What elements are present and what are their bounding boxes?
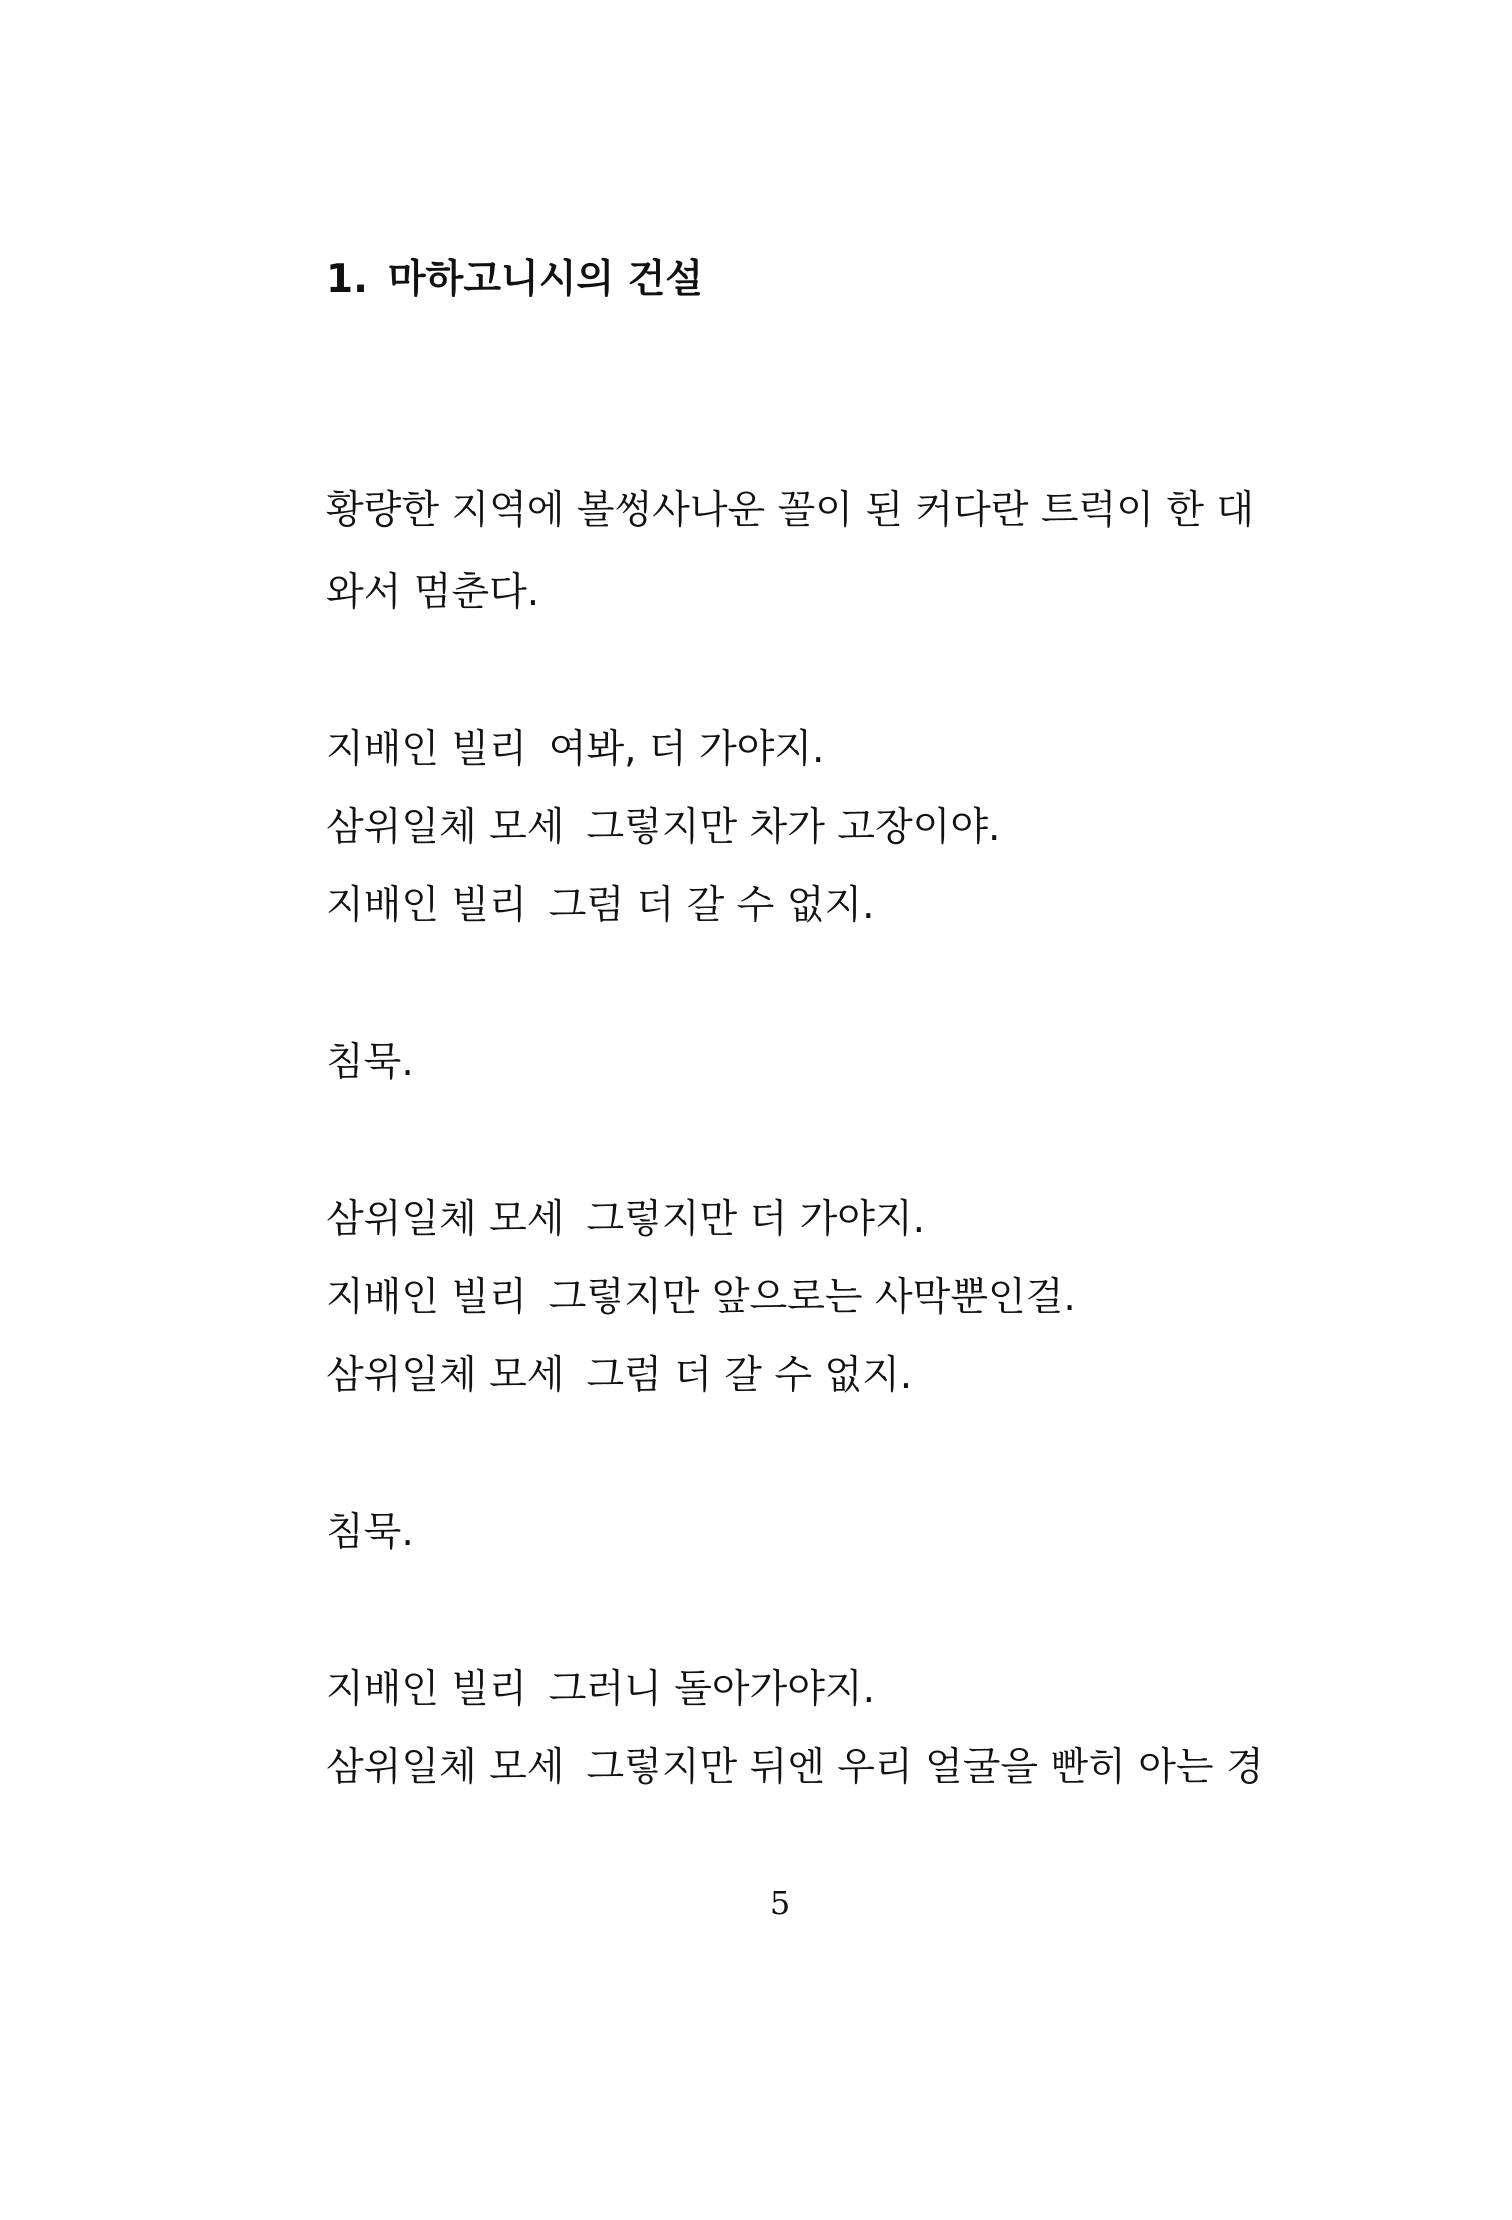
speaker-name: 삼위일체 모세: [326, 1745, 565, 1790]
dialogue-text: 그렇지만 더 가야지.: [586, 1197, 926, 1242]
dialogue-text: 그럼 더 갈 수 없지.: [586, 1353, 913, 1398]
section-number: 1.: [326, 257, 368, 302]
narration-line-2: 와서 멈춘다.: [326, 570, 540, 615]
dialogue-text: 그럼 더 갈 수 없지.: [548, 883, 875, 928]
speaker-name: 지배인 빌리: [326, 1667, 527, 1712]
speaker-name: 삼위일체 모세: [326, 805, 565, 850]
stage-direction: 침묵.: [326, 1040, 414, 1085]
speaker-name: 삼위일체 모세: [326, 1197, 565, 1242]
dialogue-text: 그렇지만 차가 고장이야.: [586, 805, 1001, 850]
dialogue-line: [326, 1346, 912, 1406]
dialogue-text: 여봐, 더 가야지.: [548, 727, 825, 772]
dialogue-line: [326, 1738, 1264, 1798]
dialogue-line: [326, 798, 1000, 858]
narration-line-1: 황량한 지역에 볼썽사나운 꼴이 된 커다란 트럭이 한 대: [326, 488, 1255, 533]
speaker-name: 지배인 빌리: [326, 1275, 527, 1320]
stage-direction: 침묵.: [326, 1510, 414, 1555]
dialogue-line: [326, 1268, 1076, 1328]
dialogue-line: [326, 1190, 925, 1250]
speaker-name: 지배인 빌리: [326, 727, 527, 772]
dialogue-line: [326, 720, 824, 780]
dialogue-line: [326, 876, 874, 936]
speaker-name: 지배인 빌리: [326, 883, 527, 928]
section-title: 마하고니시의 건설: [388, 257, 703, 302]
dialogue-text: 그러니 돌아가야지.: [548, 1667, 875, 1712]
dialogue-text: 그렇지만 앞으로는 사막뿐인걸.: [548, 1275, 1076, 1320]
page-number: 5: [769, 1884, 791, 1922]
section-heading: [326, 250, 703, 310]
dialogue-line: [326, 1660, 875, 1720]
dialogue-text: 그렇지만 뒤엔 우리 얼굴을 빤히 아는 경: [586, 1745, 1264, 1790]
speaker-name: 삼위일체 모세: [326, 1353, 565, 1398]
